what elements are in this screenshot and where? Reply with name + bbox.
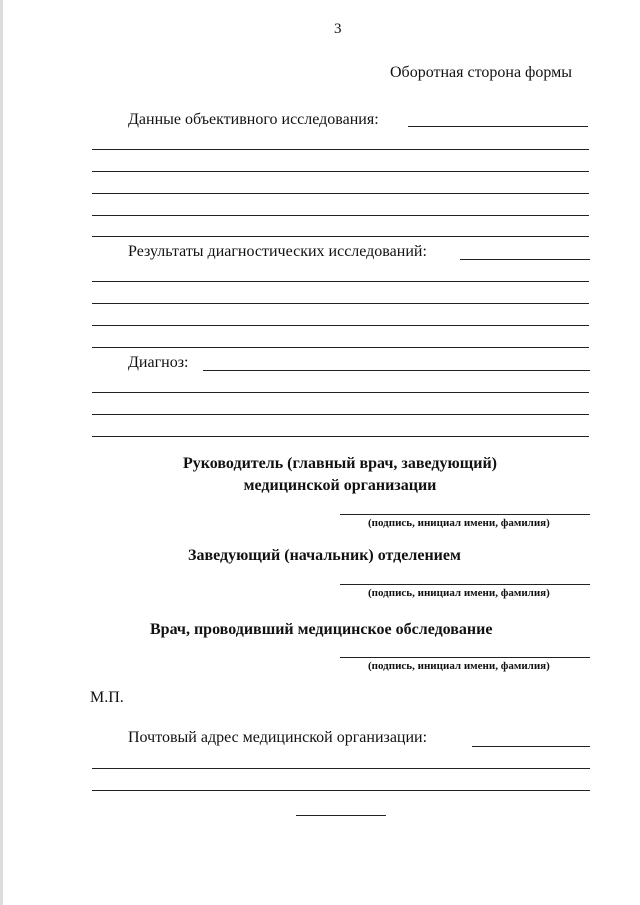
objective-data-line[interactable] [92,236,589,237]
postal-address-line[interactable] [92,790,590,791]
department-head-title: Заведующий (начальник) отделением [188,547,461,564]
department-head-signature-caption: (подпись, инициал имени, фамилия) [368,587,550,599]
diagnosis-line[interactable] [92,436,589,437]
diagnosis-inline-field[interactable] [203,370,590,371]
head-signature-caption: (подпись, инициал имени, фамилия) [368,517,550,529]
postal-address-inline-field[interactable] [472,746,590,747]
form-side-title: Оборотная сторона формы [390,64,573,81]
objective-data-line[interactable] [92,215,589,216]
diagnostic-results-line[interactable] [92,281,589,282]
diagnostic-results-line[interactable] [92,325,589,326]
objective-data-line[interactable] [92,149,589,150]
objective-data-line[interactable] [92,193,589,194]
department-head-signature-line[interactable] [340,584,590,585]
diagnostic-results-line[interactable] [92,347,589,348]
page-number: 3 [334,21,342,37]
head-signature-line[interactable] [340,514,590,515]
examining-doctor-signature-line[interactable] [340,657,590,658]
examining-doctor-signature-caption: (подпись, инициал имени, фамилия) [368,660,550,672]
closing-divider [296,815,386,816]
objective-data-line[interactable] [92,171,589,172]
diagnosis-line[interactable] [92,392,589,393]
objective-data-label: Данные объективного исследования: [128,111,379,128]
stamp-label: М.П. [90,689,124,706]
head-title-line2: медицинской организации [243,477,437,494]
examining-doctor-title: Врач, проводивший медицинское обследование [150,621,493,638]
diagnostic-results-line[interactable] [92,303,589,304]
diagnosis-label: Диагноз: [128,354,189,371]
postal-address-line[interactable] [92,768,590,769]
head-title-line1: Руководитель (главный врач, заведующий) [183,455,497,472]
scan-edge-shadow [0,0,3,905]
diagnostic-results-inline-field[interactable] [460,259,590,260]
postal-address-label: Почтовый адрес медицинской организации: [128,729,428,746]
diagnosis-line[interactable] [92,414,589,415]
objective-data-inline-field[interactable] [408,126,588,127]
diagnostic-results-label: Результаты диагностических исследований: [128,243,427,260]
